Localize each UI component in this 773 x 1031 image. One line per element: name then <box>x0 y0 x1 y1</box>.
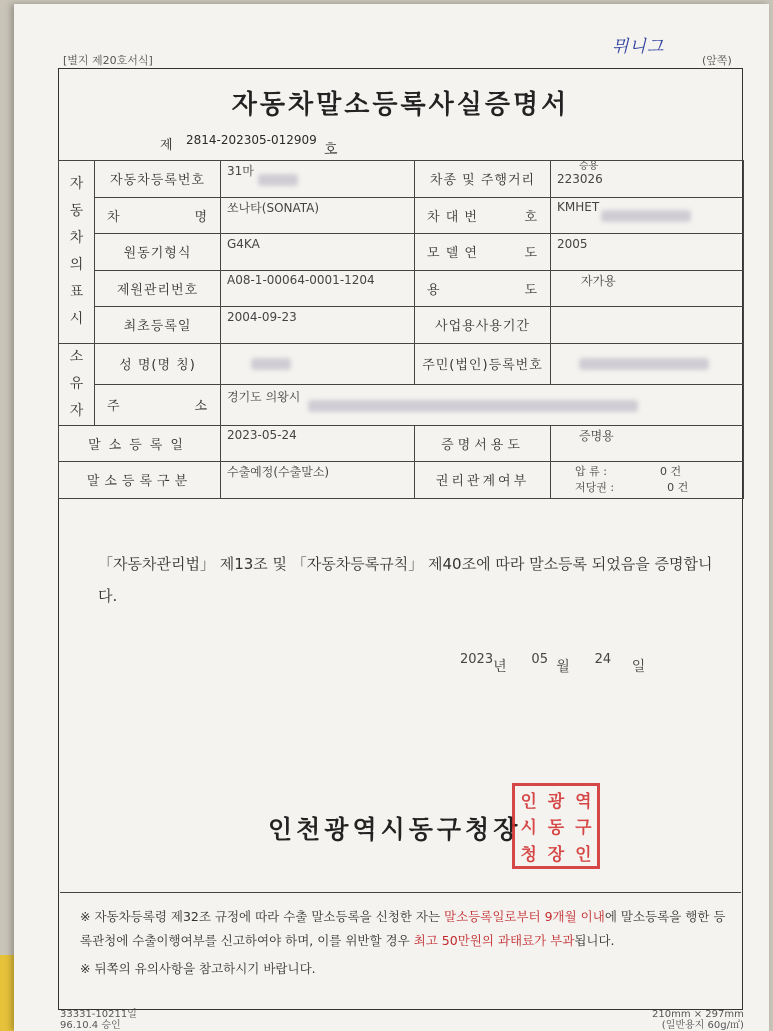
label-car-name: 차 명 <box>95 197 221 234</box>
form-number: [별지 제20호서식] <box>63 54 153 67</box>
section-vehicle-label: 자 동 차 의 표 시 <box>59 161 95 344</box>
table-row <box>59 384 744 425</box>
label-spec-no: 제원관리번호 <box>95 270 221 307</box>
label-cancel-type: 말소등록구분 <box>59 462 221 499</box>
date-day: 24 <box>594 652 612 667</box>
value-vehicle-type <box>551 161 744 198</box>
section-owner-label: 소 유 자 <box>59 343 95 425</box>
vehicle-info-table <box>58 160 744 499</box>
paper-size: 210mm × 297mm (일반용지 60g/㎡) <box>652 1009 744 1031</box>
label-business-period: 사업용사용기간 <box>415 307 551 344</box>
seizure-count: 0 <box>659 464 667 478</box>
value-car-name: 쏘나타(SONATA) <box>221 197 415 234</box>
official-seal: 인 광 역 시 동 구 청 장 인 <box>512 783 600 869</box>
label-rights: 권리관계여부 <box>415 462 551 499</box>
value-cancel-type: 수출예정(수출말소) <box>221 462 415 499</box>
label-registration-no: 자동차등록번호 <box>95 161 221 198</box>
table-row <box>59 307 744 344</box>
value-address: 경기도 의왕시 <box>221 384 744 425</box>
certification-statement: 「자동차관리법」 제13조 및 「자동차등록규칙」 제40조에 따라 말소등록 되었음을 증명합니다. <box>98 555 713 605</box>
label-owner-id: 주민(법인)등록번호 <box>415 343 551 384</box>
document-title: 자동차말소등록사실증명서 <box>231 90 570 120</box>
issuer-name: 인천광역시동구청장 <box>268 815 522 844</box>
label-first-registration: 최초등록일 <box>95 307 221 344</box>
label-purpose: 용 도 <box>415 270 551 307</box>
label-cert-purpose: 증명서용도 <box>415 425 551 462</box>
date-year: 2023 <box>460 652 494 667</box>
table-row <box>59 270 744 307</box>
table-row <box>59 462 744 499</box>
table-row <box>59 161 744 198</box>
certificate-number: 2814-202305-012909 <box>186 133 317 147</box>
label-vehicle-type: 차종 및 주행거리 <box>415 161 551 198</box>
label-cancel-date: 말소등록일 <box>59 425 221 462</box>
date-month: 05 <box>531 652 548 667</box>
issue-date: 2023년 05 월 24 일 <box>460 652 646 675</box>
label-engine: 원동기형식 <box>95 234 221 271</box>
value-purpose: 자가용 <box>551 270 744 307</box>
value-cert-purpose: 증명용 <box>551 425 744 462</box>
value-registration-no: 31마 <box>221 161 415 198</box>
table-row <box>59 343 744 384</box>
table-row <box>59 425 744 462</box>
handwritten-note: 뮈니그 <box>612 37 665 57</box>
mortgage-count: 0 <box>667 480 675 494</box>
notice-box <box>60 892 741 1010</box>
value-rights: 압 류 : 0 건 저당권 : 0 건 <box>551 462 744 499</box>
label-model-year: 모 델 연 도 <box>415 234 551 271</box>
notice-penalty: 최고 50만원의 과태료가 부과 <box>413 933 575 948</box>
page-side-label: (앞쪽) <box>702 54 732 67</box>
table-row <box>59 234 744 271</box>
value-spec-no: A08-1-00064-0001-1204 <box>221 270 415 307</box>
certificate-suffix: 호 <box>324 142 338 158</box>
notice-reference: ※ 뒤쪽의 유의사항을 참고하시기 바랍니다. <box>80 961 316 976</box>
value-owner-id <box>551 343 744 384</box>
value-owner-name <box>221 343 415 384</box>
notice-text: ※ 자동차등록령 제32조 규정에 따라 수출 말소등록을 신청한 자는 말소등록일로부터 9개월 이내에 말소등록을 행한 등록관청에 수출이행여부를 신고하여야 하며, 이를 위반할 경우 최고 50만원의 과태료가 부과됩니다. <box>80 909 726 948</box>
value-vin: KMHET <box>551 197 744 234</box>
value-first-registration: 2004-09-23 <box>221 307 415 344</box>
form-code: 33331-10211일 96.10.4 승인 <box>60 1009 137 1031</box>
value-engine: G4KA <box>221 234 415 271</box>
mileage: 223026 <box>557 171 603 186</box>
value-business-period <box>551 307 744 344</box>
notice-deadline: 말소등록일로부터 9개월 이내 <box>444 909 605 924</box>
value-model-year: 2005 <box>551 234 744 271</box>
vehicle-category: 승용 <box>579 161 599 172</box>
value-cancel-date: 2023-05-24 <box>221 425 415 462</box>
table-row <box>59 197 744 234</box>
label-owner-name: 성 명(명 칭) <box>95 343 221 384</box>
label-address: 주 소 <box>95 384 221 425</box>
label-vin: 차 대 번 호 <box>415 197 551 234</box>
certificate-prefix: 제 <box>160 138 173 153</box>
